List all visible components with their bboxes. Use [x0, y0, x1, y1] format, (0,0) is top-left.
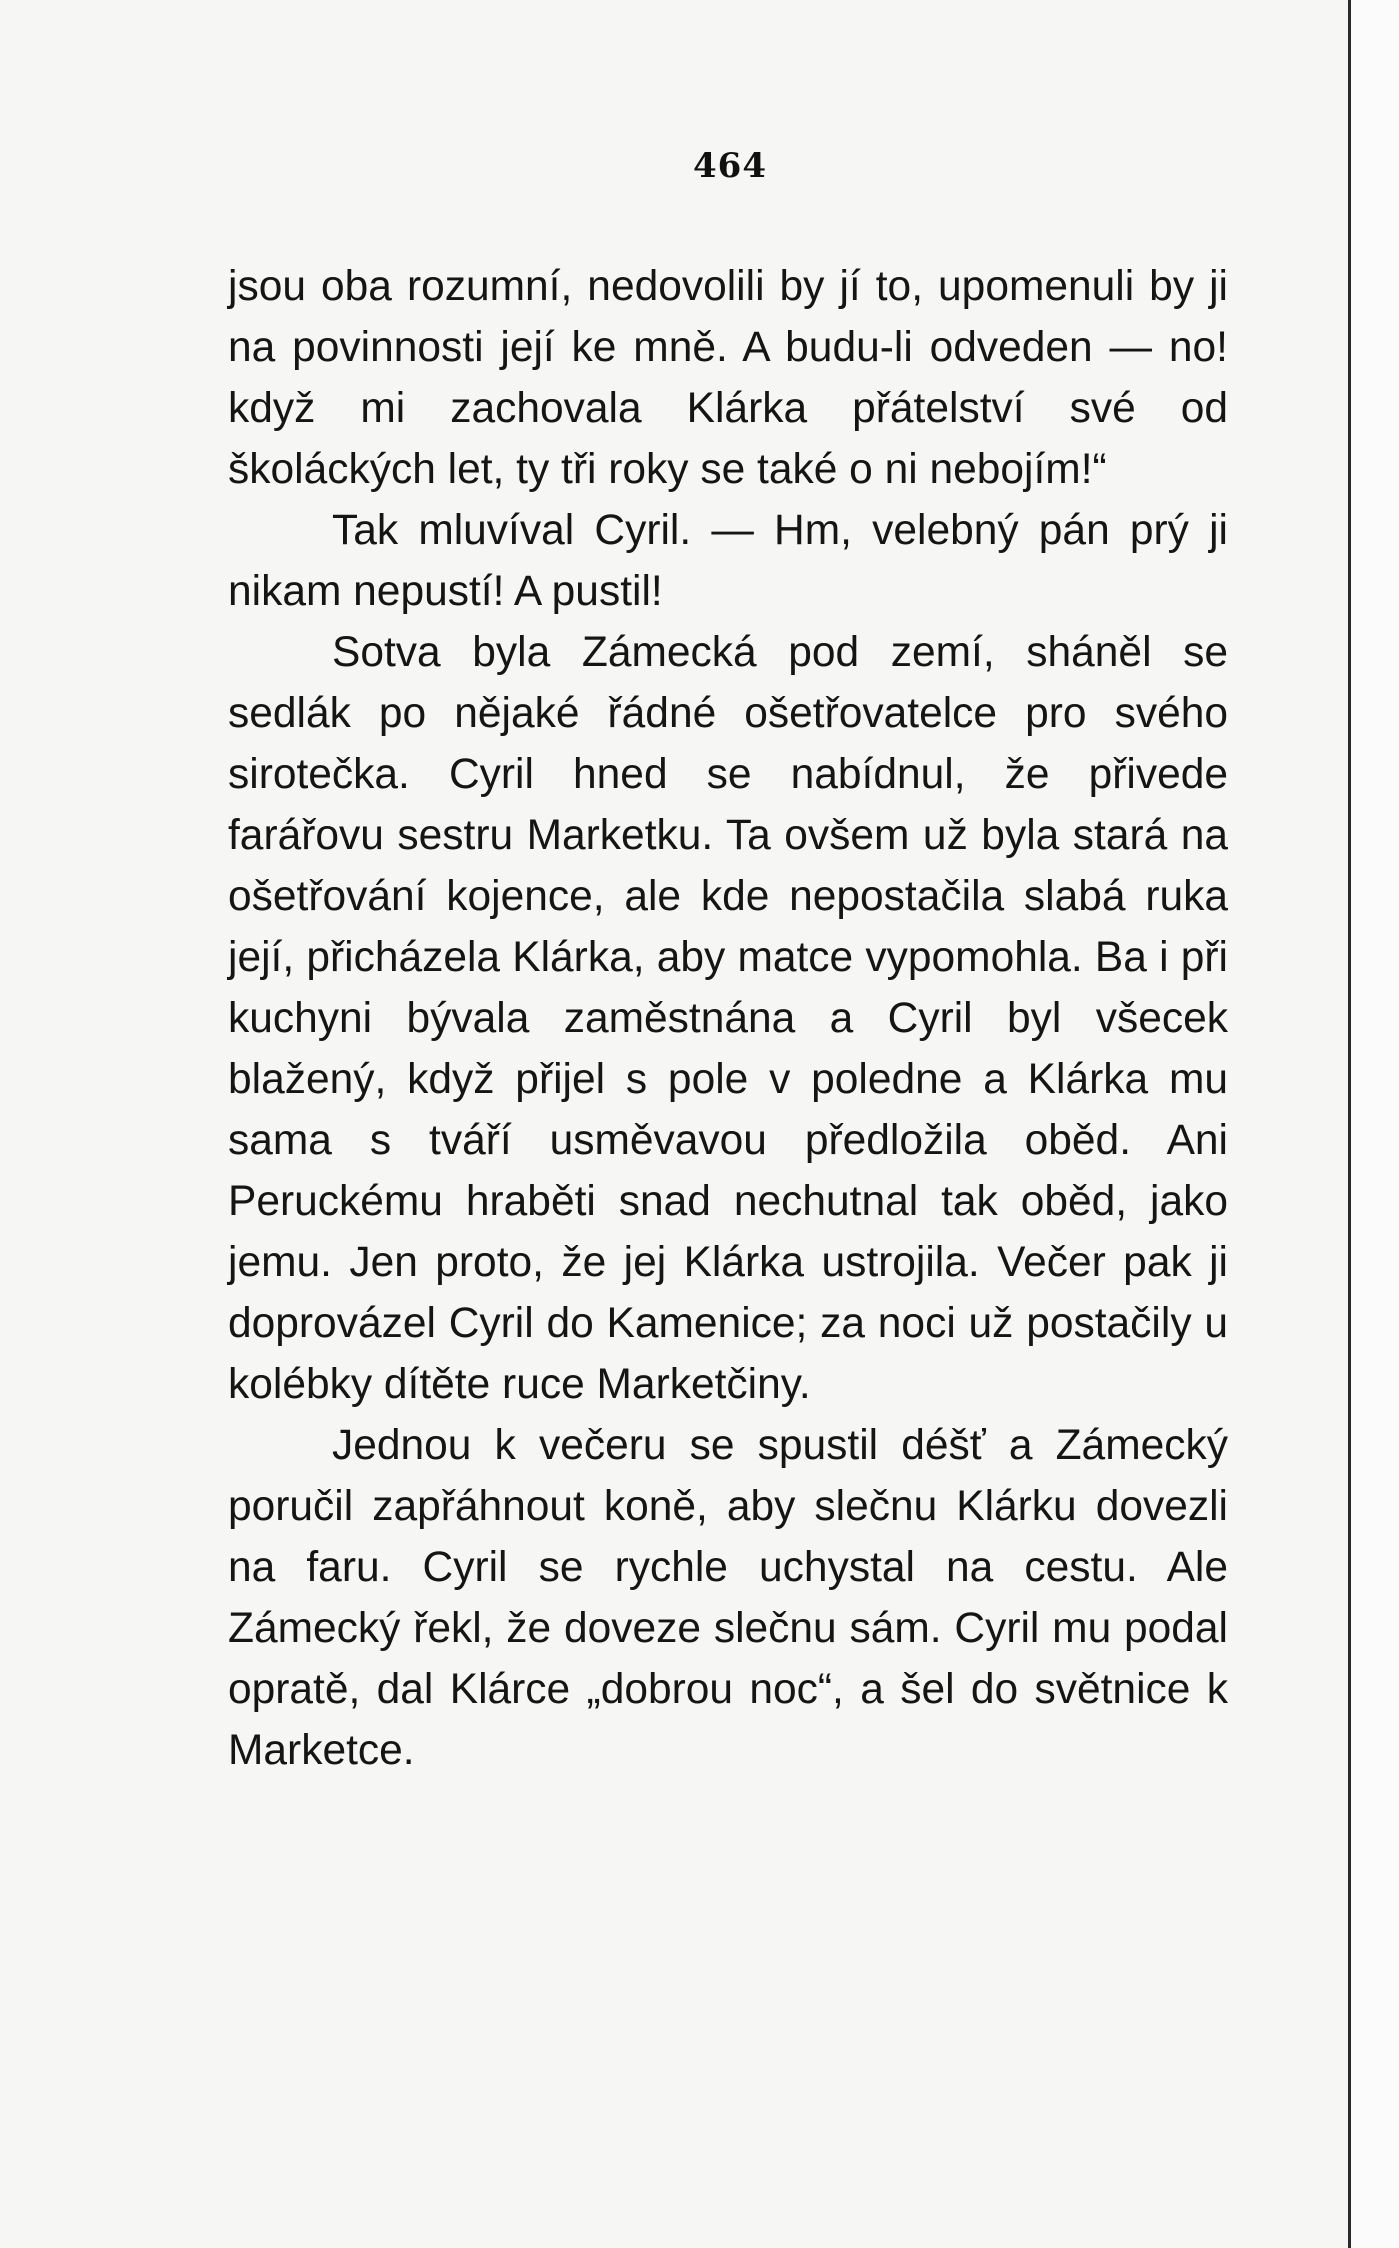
page-number: 464	[693, 146, 767, 186]
paragraph-cyril-speech: Tak mluvíval Cyril. — Hm, velebný pán prý ji nikam nepustí! A pustil!	[228, 507, 1228, 615]
page-edge	[1348, 0, 1399, 2248]
paragraph-marketka: Sotva byla Zámecká pod zemí, sháněl se sedlák po nějaké řádné ošetřovatelce pro svého sirotečka. Cyril hned se nabídnul, že přivede farářovu sestru Marketku. Ta ovšem už byla stará na ošetřování kojence, ale kde nepostačila slabá ruka její, přicházela Klárka, aby matce vypomohla. Ba i při kuchyni bývala zaměstnána a Cyril byl všecek blažený, když přijel s pole v poledne a Klárka mu sama s tváří usměvavou předložila oběd. Ani Peruckému hraběti snad nechutnal tak oběd, jako jemu. Jen proto, že jej Klárka ustrojila. Večer pak ji doprovázel Cyril do Kamenice; za noci už postačily u kolébky dítěte ruce Marketčiny.	[228, 629, 1228, 1408]
paragraph-continuation: jsou oba rozumní, nedovolili by jí to, upomenuli by ji na povinnosti její ke mně. A budu-li odveden — no! když mi zachovala Klárka přátelství své od školáckých let, ty tři roky se také o ni nebojím!“	[228, 263, 1228, 493]
paragraph-rain-evening: Jednou k večeru se spustil déšť a Zámecký poručil zapřáhnout koně, aby slečnu Klárku dovezli na faru. Cyril se rychle uchystal na cestu. Ale Zámecký řekl, že doveze slečnu sám. Cyril mu podal opratě, dal Klárce „dobrou noc“, a šel do světnice k Marketce.	[228, 1422, 1228, 1774]
body-text	[228, 256, 1228, 1781]
